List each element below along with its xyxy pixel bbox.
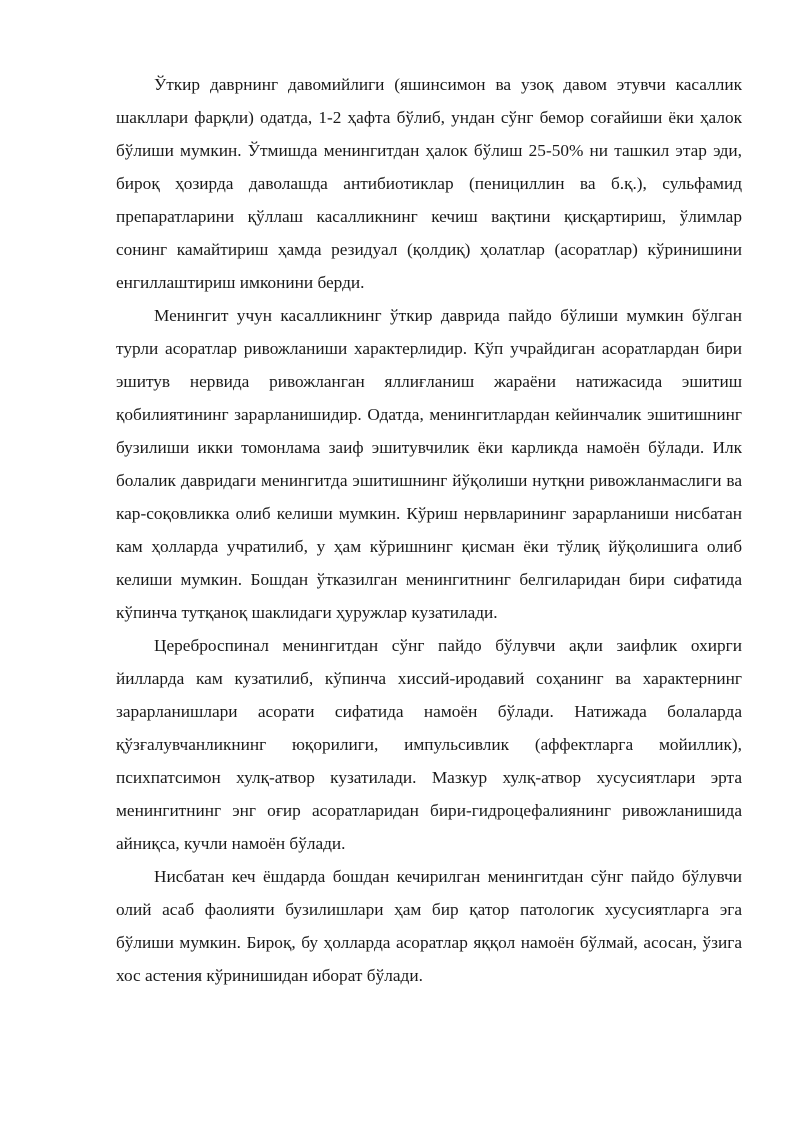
document-body [116, 68, 742, 992]
paragraph-2: Менингит учун касалликнинг ўткир даврида пайдо бўлиши мумкин бўлган турли асоратлар ривожланиши характерлидир. Кўп учрайдиган асоратлардан бири эшитув нервида ривожланган яллиғланиш жараёни натижасида эшитиш қобилиятининг зарарланишидир. Одатда, менингитлардан кейинчалик эшитишнинг бузилиши икки томонлама заиф эшитувчилик ёки карликда намоён бўлади. Илк болалик давридаги менингитда эшитишнинг йўқолиши нутқни ривожланмаслиги ва кар-соқовликка олиб келиши мумкин. Кўриш нервларининг зарарланиши нисбатан кам ҳолларда учратилиб, у ҳам кўришнинг қисман ёки тўлиқ йўқолишига олиб келиши мумкин. Бошдан ўтказилган менингитнинг белгиларидан бири сифатида кўпинча тутқаноқ шаклидаги ҳуружлар кузатилади. [116, 306, 742, 622]
paragraph-1: Ўткир даврнинг давомийлиги (яшинсимон ва узоқ давом этувчи касаллик шакллари фарқли) одатда, 1-2 ҳафта бўлиб, ундан сўнг бемор соғайиши ёки ҳалок бўлиши мумкин. Ўтмишда менингитдан ҳалок бўлиш 25-50% ни ташкил этар эди, бироқ ҳозирда даволашда антибиотиклар (пенициллин ва б.қ.), сульфамид препаратларини қўллаш касалликнинг кечиш вақтини қисқартириш, ўлимлар сонинг камайтириш ҳамда резидуал (қолдиқ) ҳолатлар (асоратлар) кўринишини енгиллаштириш имконини берди. [116, 75, 742, 292]
paragraph-4: Нисбатан кеч ёшдарда бошдан кечирилган менингитдан сўнг пайдо бўлувчи олий асаб фаолияти бузилишлари ҳам бир қатор патологик хусусиятларга эга бўлиши мумкин. Бироқ, бу ҳолларда асоратлар яққол намоён бўлмай, асосан, ўзига хос астения кўринишидан иборат бўлади. [116, 867, 742, 985]
paragraph-3: Цереброспинал менингитдан сўнг пайдо бўлувчи ақли заифлик охирги йилларда кам кузатилиб, кўпинча хиссий-иродавий соҳанинг ва характернинг зарарланишлари асорати сифатида намоён бўлади. Натижада болаларда қўзғалувчанликнинг юқорилиги, импульсивлик (аффектларга мойиллик), психпатсимон хулқ-атвор кузатилади. Мазкур хулқ-атвор хусусиятлари эрта менингитнинг энг оғир асоратларидан бири-гидроцефалиянинг ривожланишида айниқса, кучли намоён бўлади. [116, 636, 742, 853]
